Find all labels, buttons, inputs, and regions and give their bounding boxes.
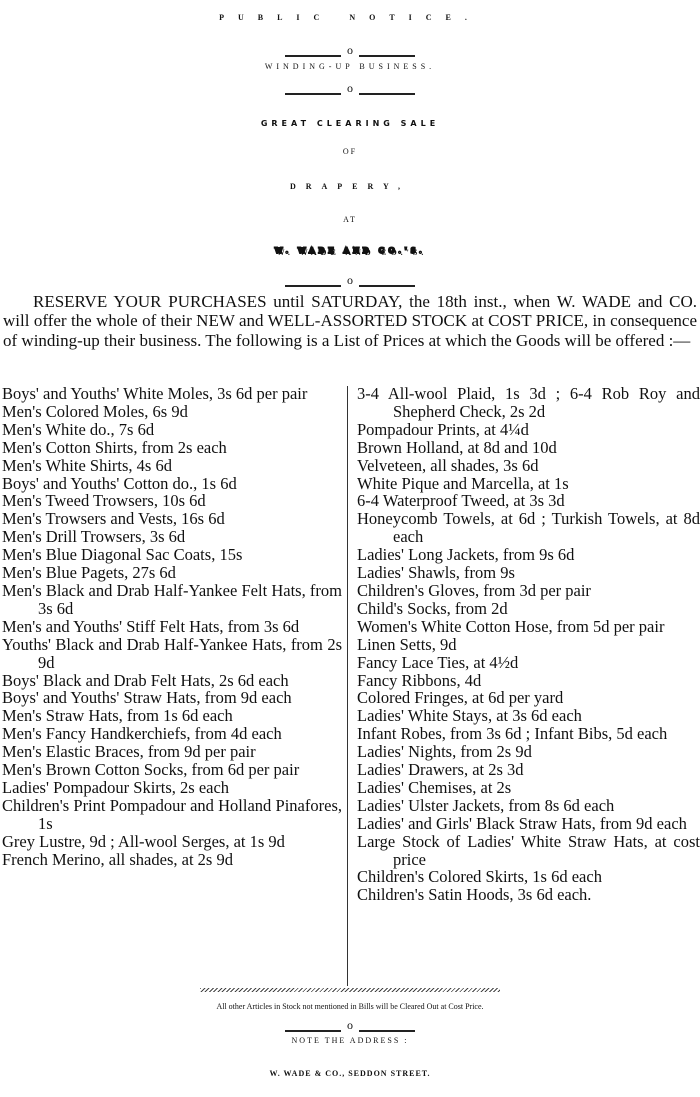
price-list-item: Men's Blue Pagets, 27s 6d: [2, 563, 176, 583]
price-list-item: Ladies' Shawls, from 9s: [357, 563, 515, 583]
price-list-item: Men's Drill Trowsers, 3s 6d: [2, 527, 186, 547]
price-list-item: Large Stock of Ladies' White Straw Hats, at cost price: [357, 831, 700, 869]
price-list-item: Men's Tweed Trowsers, 10s 6d: [2, 491, 206, 511]
price-list-item: Boys' and Youths' Straw Hats, from 9d each: [2, 688, 292, 708]
price-list-item: Men's Blue Diagonal Sac Coats, 15s: [2, 545, 243, 565]
price-list-item: Ladies' and Girls' Black Straw Hats, from 9d each: [357, 813, 687, 833]
price-list-item: Children's Satin Hoods, 3s 6d each.: [357, 885, 592, 905]
price-list-item: Ladies' Ulster Jackets, from 8s 6d each: [357, 795, 615, 815]
price-list-item: Boys' Black and Drab Felt Hats, 2s 6d each: [2, 670, 289, 690]
price-list-item: Men's Cotton Shirts, from 2s each: [2, 437, 227, 457]
all-other-articles-note: All other Articles in Stock not mentioned in Bills will be Cleared Out at Cost Price.: [216, 1002, 484, 1011]
drapery-heading: DRAPERY,: [289, 182, 411, 191]
price-list-item: French Merino, all shades, at 2s 9d: [2, 849, 233, 869]
price-list-left: [2, 385, 342, 868]
price-list-item: Men's Colored Moles, 6s 9d: [2, 401, 188, 421]
price-list-item: Fancy Ribbons, 4d: [357, 670, 482, 690]
price-list-item: Children's Colored Skirts, 1s 6d each: [357, 867, 602, 887]
price-list-item: White Pique and Marcella, at 1s: [357, 473, 569, 493]
price-list-item: Ladies' Nights, from 2s 9d: [357, 742, 532, 762]
great-clearing-sale-heading: GREAT CLEARING SALE: [260, 119, 440, 128]
column-divider: [347, 386, 348, 986]
price-list-item: Grey Lustre, 9d ; All-wool Serges, at 1s 9d: [2, 831, 285, 851]
price-list-item: Honeycomb Towels, at 6d ; Turkish Towels, at 8d each: [357, 509, 700, 547]
price-list-item: Children's Gloves, from 3d per pair: [357, 580, 591, 600]
price-list-item: Ladies' White Stays, at 3s 6d each: [357, 706, 582, 726]
note-the-address: NOTE THE ADDRESS :: [291, 1036, 409, 1045]
price-list-item: Ladies' Chemises, at 2s: [357, 777, 512, 797]
separator: o: [285, 1025, 415, 1035]
separator: o: [285, 280, 415, 290]
at-label: AT: [343, 215, 357, 224]
price-list-item: Children's Print Pompadour and Holland Pinafores, 1s: [2, 795, 342, 833]
price-list-item: Brown Holland, at 8d and 10d: [357, 437, 557, 457]
price-list-item: Colored Fringes, at 6d per yard: [357, 688, 564, 708]
price-list-item: Ladies' Drawers, at 2s 3d: [357, 760, 524, 780]
price-list-item: Men's and Youths' Stiff Felt Hats, from 3s 6d: [2, 616, 300, 636]
price-list-item: Boys' and Youths' White Moles, 3s 6d per pair: [2, 384, 308, 403]
price-list-item: Men's Elastic Braces, from 9d per pair: [2, 742, 256, 762]
separator: o: [285, 88, 415, 98]
price-list-item: Men's White do., 7s 6d: [2, 419, 155, 439]
winding-up-subheading: WINDING-UP BUSINESS.: [264, 62, 436, 71]
price-list-item: Child's Socks, from 2d: [357, 598, 508, 618]
price-list-item: Velveteen, all shades, 3s 6d: [357, 455, 539, 475]
price-list-right: [357, 385, 700, 904]
price-list-item: Ladies' Long Jackets, from 9s 6d: [357, 545, 575, 565]
price-list-item: Men's Fancy Handkerchiefs, from 4d each: [2, 724, 282, 744]
price-list-item: Pompadour Prints, at 4¼d: [357, 419, 529, 439]
price-list-item: 3-4 All-wool Plaid, 1s 3d ; 6-4 Rob Roy and Shepherd Check, 2s 2d: [357, 384, 700, 421]
of-label: OF: [342, 147, 358, 156]
price-list-item: 6-4 Waterproof Tweed, at 3s 3d: [357, 491, 565, 511]
price-list-item: Men's Brown Cotton Socks, from 6d per pair: [2, 760, 300, 780]
price-list-item: Men's Straw Hats, from 1s 6d each: [2, 706, 233, 726]
price-list-item: Ladies' Pompadour Skirts, 2s each: [2, 777, 230, 797]
price-list-item: Youths' Black and Drab Half-Yankee Hats, from 2s 9d: [2, 634, 342, 672]
price-list-item: Fancy Lace Ties, at 4½d: [357, 652, 519, 672]
separator: o: [285, 50, 415, 60]
price-list-item: Men's White Shirts, 4s 6d: [2, 455, 172, 475]
price-list-item: Men's Trowsers and Vests, 16s 6d: [2, 509, 225, 529]
address-heading: W. WADE & CO., SEDDON STREET.: [269, 1069, 431, 1078]
wavy-rule: [200, 988, 500, 992]
price-list-item: Infant Robes, from 3s 6d ; Infant Bibs, 5d each: [357, 724, 668, 744]
firm-name-heading: W. WADE AND CO.'S.: [274, 246, 426, 255]
public-notice-heading: PUBLIC NOTICE.: [219, 13, 481, 22]
price-list-item: Boys' and Youths' Cotton do., 1s 6d: [2, 473, 237, 493]
price-list-item: Women's White Cotton Hose, from 5d per pair: [357, 616, 665, 636]
price-list-item: Men's Black and Drab Half-Yankee Felt Hats, from 3s 6d: [2, 580, 342, 618]
intro-paragraph: RESERVE YOUR PURCHASES until SATURDAY, the 18th inst., when W. WADE and CO. will offer the whole of their NEW and WELL-ASSORTED STOCK at COST PRICE, in consequence of winding-up their business. The following is a List of Prices at which the Goods will be offered :—: [3, 292, 697, 350]
price-list-item: Linen Setts, 9d: [357, 634, 457, 654]
